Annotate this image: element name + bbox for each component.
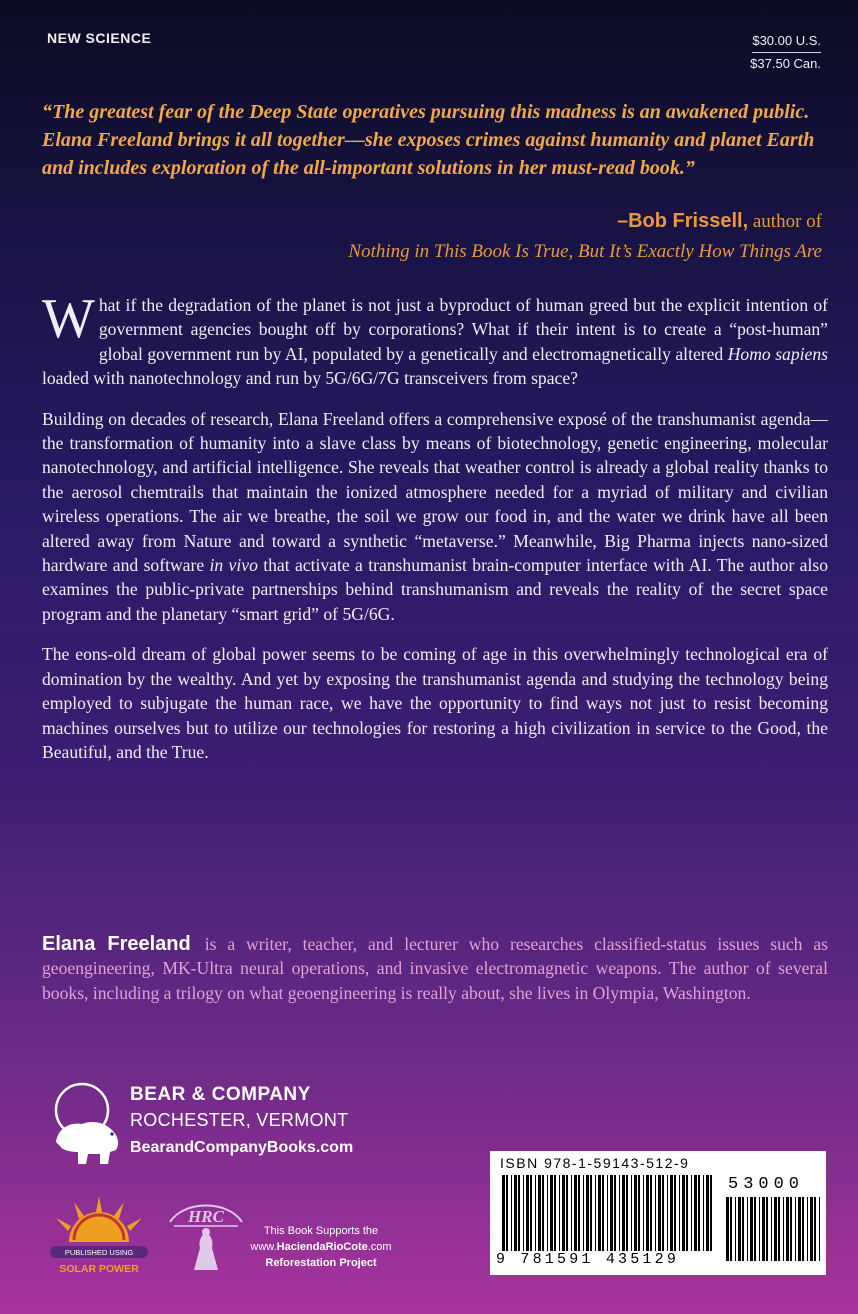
barcode-bar [614,1175,616,1251]
barcode-bar [790,1197,792,1261]
endorsement-quote: “The greatest fear of the Deep State operatives pursuing this madness is an awakened public. Elana Freeland brings it all together—she exposes crimes against humanity and planet Earth and includes exploration of the all-important solutions in her must-read book.” [42,101,815,179]
support-line1: This Book Supports the [263,1225,379,1237]
barcode-bar [554,1175,556,1251]
barcode-bar [691,1175,692,1251]
barcode-bar [655,1175,656,1251]
barcode-bar [802,1197,804,1261]
barcode-bar [574,1175,577,1251]
barcode-bar [526,1175,529,1251]
bear-logo-icon [52,1080,124,1166]
barcode-bar [798,1197,801,1261]
p1-text-b: loaded with nanotechnology and run by 5G/6G/7G transceivers from space? [42,368,578,389]
barcode-bar [766,1197,768,1261]
barcode-bar [622,1175,625,1251]
barcode-bar [658,1175,661,1251]
barcode-bar [662,1175,664,1251]
barcode-bar [807,1197,808,1261]
price-block [750,30,821,74]
barcode-bar [598,1175,601,1251]
barcode-bar [730,1197,732,1261]
hrc-text: HRC [188,1207,224,1226]
barcode-bar [583,1175,584,1251]
support-url-prefix: www. [250,1241,277,1253]
barcode-bar [650,1175,652,1251]
barcode-bar [586,1175,589,1251]
barcode-bar [626,1175,628,1251]
barcode-bar [694,1175,697,1251]
barcode-bar [810,1197,813,1261]
barcode-bar [819,1197,820,1261]
barcode-bar [511,1175,512,1251]
barcode-bar [634,1175,637,1251]
barcode-bar [538,1175,541,1251]
barcode-bar [638,1175,640,1251]
barcode-bar [759,1197,760,1261]
p2-text-b: that activate a transhumanist brain-computer interface with AI. The author also examines the public-private partnerships behind transhumanism and reveals the reality of the secret space program and the planetary “smart grid” of 5G/6G. [42,555,829,624]
barcode-bar [535,1175,536,1251]
barcode-bar [726,1197,729,1261]
price-us: $30.00 U.S. [752,30,821,53]
barcode-bar [562,1175,565,1251]
barcode-price-code: 53000 [728,1175,805,1194]
barcode-bar [686,1175,688,1251]
barcode-bar [786,1197,789,1261]
barcode-bar [774,1197,777,1261]
barcode-bar [518,1175,520,1251]
barcode-bar [795,1197,796,1261]
barcode-bar [547,1175,548,1251]
description-paragraph-2 [42,407,828,627]
attribution-role: author of [752,211,822,232]
barcode-bar [646,1175,649,1251]
barcode-bar [502,1175,505,1251]
p1-italic: Homo sapiens [727,343,828,364]
barcode-bar [550,1175,553,1251]
p2-text-a: Building on decades of research, Elana Freeland offers a comprehensive exposé of the transhumanist agenda—the transformation of humanity into a slave class by means of biotechnology, genetic engineering, molecular nanotechnology, and artificial intelligence. She reveals that weather control is already a global reality thanks to the aerosol chemtrails that maintain the ionized atmosphere needed for a myriad of military and civilian wireless operations. The air we breathe, the soil we grow our food in, and the water we drink have all been altered away from Nature and toward a synthetic “metaverse.” Meanwhile, Big Pharma injects nano-sized hardware and software [42,408,828,576]
author-name: Elana Freeland [42,933,191,955]
barcode-bar [595,1175,596,1251]
attribution-book: Nothing in This Book Is True, But It’s Exactly How Things Are [348,241,822,262]
barcode-bar [698,1175,700,1251]
barcode-bar [602,1175,604,1251]
author-bio-text: is a writer, teacher, and lecturer who researches classified-status issues such as geoengineering, MK-Ultra neural operations, and invasive electromagnetic weapons. The author of several books, including a trilogy on what geoengineering is really about, she lives in Olympia, Washington. [42,934,828,1003]
barcode-bar [530,1175,532,1251]
barcode-bar [571,1175,572,1251]
barcode-bar [682,1175,685,1251]
description-paragraph-3: The eons-old dream of global power seems to be coming of age in this overwhelmingly technological era of domination by the wealthy. And yet by exposing the transhumanist agenda and studying the technology being employed to subjugate the human race, we have the opportunity to find ways not just to resist becoming machines ourselves but to utilize our technologies for restoring a high civilization in service to the Good, the Beautiful, and the True. [42,644,828,762]
barcode-bar [679,1175,680,1251]
p2-italic: in vivo [209,555,258,576]
barcode-bar [706,1175,709,1251]
barcode-bar [514,1175,517,1251]
solar-badge-line2: SOLAR POWER [59,1263,139,1275]
barcode-box [490,1151,826,1275]
barcode-bar [738,1197,741,1261]
barcode-bar [523,1175,524,1251]
barcode-bar [631,1175,632,1251]
barcode-bar [814,1197,816,1261]
barcode-bar [778,1197,780,1261]
quote-attribution [348,210,822,263]
barcode-bar [566,1175,568,1251]
solar-badge-line1: PUBLISHED USING [64,1248,134,1257]
barcode-bar [747,1197,748,1261]
barcode-bar [667,1175,668,1251]
barcode-bar [710,1175,712,1251]
barcode-bar [506,1175,508,1251]
book-description [42,288,829,780]
barcode-bar [783,1197,784,1261]
barcode-bar [750,1197,753,1261]
author-bio [42,932,828,1005]
barcode-digits: 9 781591 435129 [496,1251,680,1268]
isbn-label: ISBN 978-1-59143-512-9 [500,1155,690,1171]
barcode-bar [542,1175,544,1251]
barcode-bar [735,1197,736,1261]
barcode-bar [578,1175,580,1251]
support-line2 [236,1239,406,1255]
barcode-bar [771,1197,772,1261]
support-url-name: HaciendaRioCote [276,1241,368,1253]
barcode-bar [590,1175,592,1251]
barcode-bar [619,1175,620,1251]
price-can: $37.50 Can. [750,56,821,71]
publisher-text [130,1084,353,1157]
barcode-bar [610,1175,613,1251]
barcode-bar [607,1175,608,1251]
publisher-name: BEAR & COMPANY [130,1084,311,1105]
barcode-bar [754,1197,756,1261]
barcode-bar [674,1175,676,1251]
attribution-name: –Bob Frissell, [616,210,749,232]
barcode-bar [559,1175,560,1251]
barcode-bar [670,1175,673,1251]
publisher-city: ROCHESTER, VERMONT [130,1110,349,1130]
description-paragraph-1 [42,288,828,391]
publisher-url: BearandCompanyBooks.com [130,1139,354,1156]
support-url-suffix: .com [367,1241,392,1253]
solar-power-badge-icon [44,1190,154,1280]
barcode-bar [703,1175,704,1251]
p1-text-a: hat if the degradation of the planet is not just a byproduct of human greed but the explicit intention of government agencies bought off by corporations? What if their intent is to create a “post-human” global government run by AI, populated by a genetically and electromagnetically altered [98,295,828,364]
drop-cap: W [42,288,95,350]
support-line3: Reforestation Project [265,1257,377,1269]
barcode-bar [762,1197,765,1261]
reforestation-support [236,1223,406,1271]
barcode-bar [742,1197,744,1261]
barcode-bar [643,1175,644,1251]
category-label: NEW SCIENCE [47,30,152,46]
